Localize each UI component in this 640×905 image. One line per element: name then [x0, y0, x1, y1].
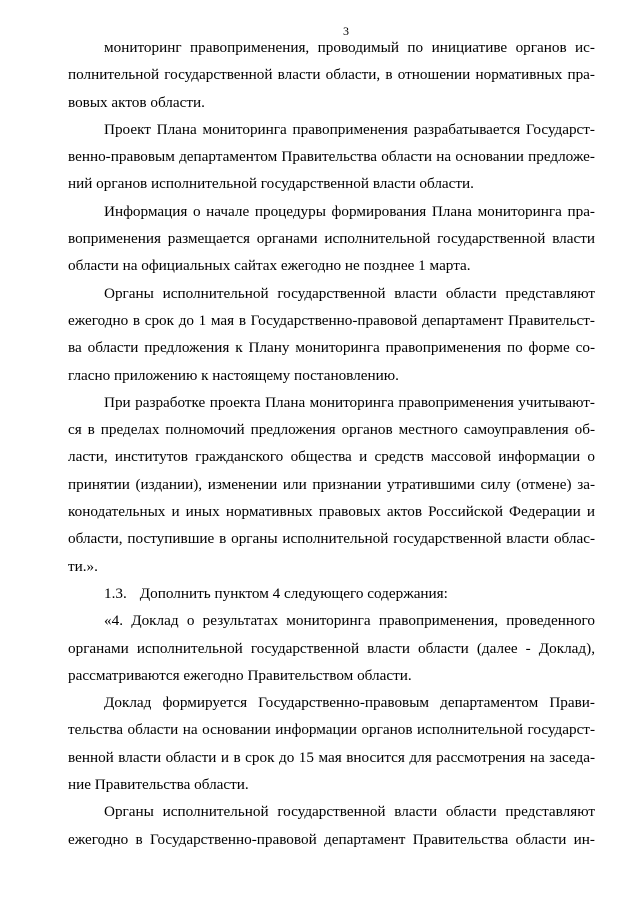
item-number: 1.3. — [104, 584, 127, 602]
text-line: ся в пределах полномочий предложения органов местного самоуправления об- — [68, 421, 595, 439]
text-line: ежегодно в срок до 1 мая в Государственно-правовой департамент Правительст- — [68, 311, 595, 329]
text-line: конодательных и иных нормативных правовых актов Российской Федерации и — [68, 503, 595, 521]
text-line: ний органов исполнительной государственной власти области. — [68, 175, 474, 193]
text-line: ние Правительства области. — [68, 776, 249, 794]
list-item — [68, 580, 595, 607]
text-line: Проект Плана мониторинга правоприменения разрабатывается Государст- — [104, 120, 595, 138]
page-number: 3 — [343, 24, 349, 38]
item-text: Дополнить пунктом 4 следующего содержания: — [139, 584, 448, 602]
text-line: Органы исполнительной государственной власти области представляют — [104, 803, 595, 821]
text-line: ти.». — [68, 557, 98, 575]
text-line: венной власти области и в срок до 15 мая вносится для рассмотрения на заседа- — [68, 748, 595, 766]
text-line: принятии (издании), изменении или признании утратившими силу (отмене) за- — [68, 475, 595, 493]
text-line: ва области предложения к Плану мониторинга правоприменения по форме со- — [68, 339, 595, 357]
text-line: тельства области на основании информации органов исполнительной государст- — [68, 721, 595, 739]
text-line: Информация о начале процедуры формирования Плана мониторинга пра- — [104, 202, 595, 220]
text-line: гласно приложению к настоящему постановлению. — [68, 366, 399, 384]
text-line: области, поступившие в органы исполнительной государственной власти облас- — [68, 530, 595, 548]
text-line: вовых актов области. — [68, 93, 205, 111]
text-line: полнительной государственной власти области, в отношении нормативных пра- — [68, 66, 595, 84]
text-line: ласти, институтов гражданского общества и средств массовой информации о — [68, 448, 595, 466]
text-line: области на официальных сайтах ежегодно не позднее 1 марта. — [68, 257, 471, 275]
text-line: мониторинг правоприменения, проводимый по инициативе органов ис- — [104, 39, 595, 56]
document-body — [68, 34, 595, 853]
text-line: Органы исполнительной государственной власти области представляют — [104, 284, 595, 302]
text-line: венно-правовым департаментом Правительства области на основании предложе- — [68, 148, 595, 166]
text-line: рассматриваются ежегодно Правительством области. — [68, 666, 412, 684]
text-line: воприменения размещается органами исполнительной государственной власти — [68, 230, 595, 248]
text-line: «4. Доклад о результатах мониторинга правоприменения, проведенного — [104, 612, 595, 630]
text-line: органами исполнительной государственной власти области (далее - Доклад), — [68, 639, 595, 657]
text-line: ежегодно в Государственно-правовой департамент Правительства области ин- — [68, 830, 595, 848]
text-line: Доклад формируется Государственно-правовым департаментом Прави- — [104, 694, 595, 712]
text-line: При разработке проекта Плана мониторинга правоприменения учитывают- — [104, 393, 595, 411]
